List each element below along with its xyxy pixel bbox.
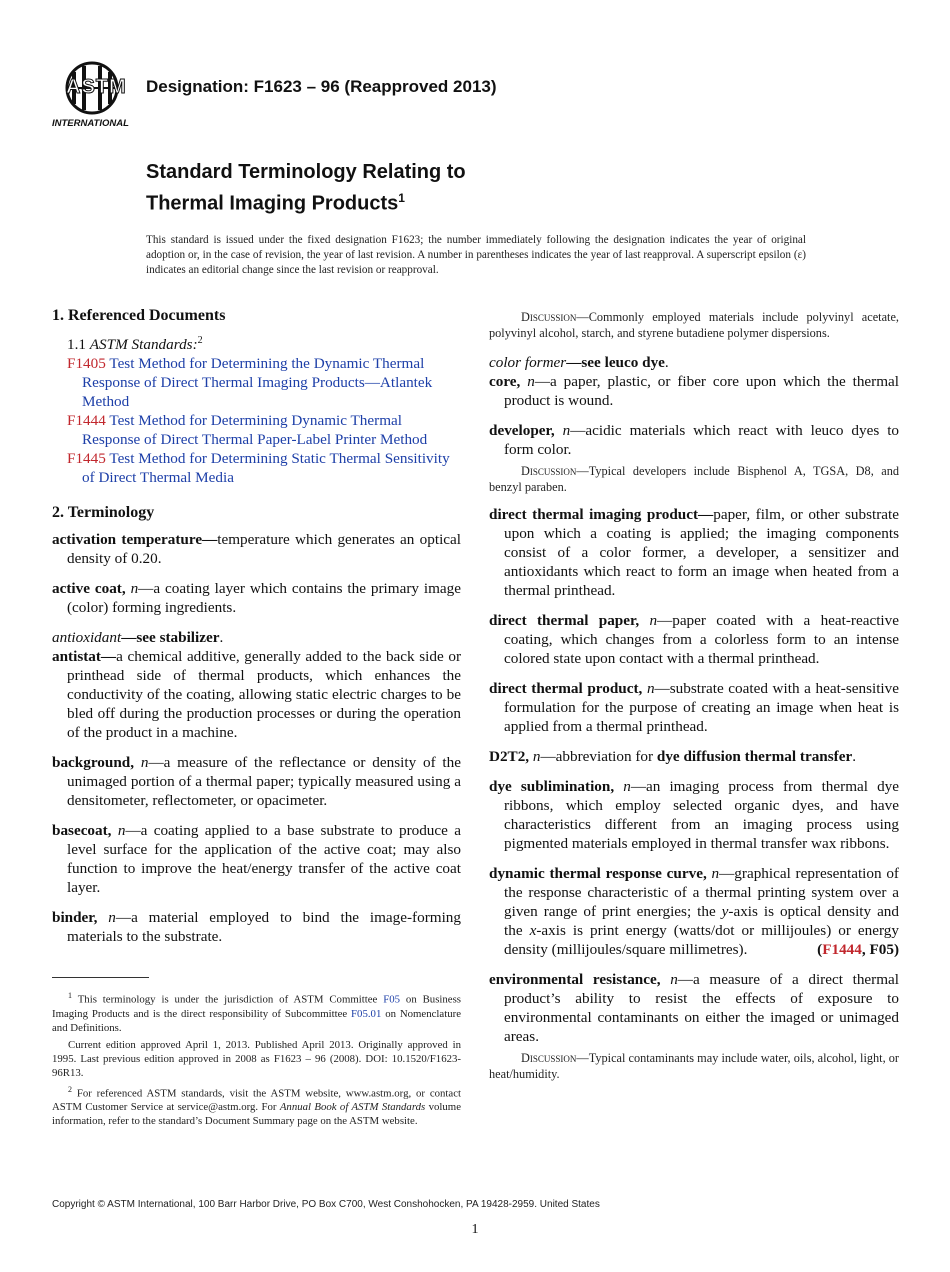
- term-binder: binder, n—a material employed to bind the image-forming materials to the substrate.: [52, 909, 461, 946]
- title-line-2: Thermal Imaging Products: [146, 192, 399, 215]
- page-number: 1: [471, 1222, 479, 1237]
- term-dynamic-thermal-response-curve: dynamic thermal response curve, n—graphical representation of the response characteristic of a thermal printing system over a given range of print energies; the y-axis is optical density and the x-axis is print energy (watts/dot or millijoules) or energy density (millijoules/square millimetres). (F1444, F05): [489, 865, 899, 958]
- footnote-rule: [52, 977, 149, 978]
- ref-f1444[interactable]: F1444 Test Method for Determining Dynamic Thermal Response of Direct Thermal Paper-Label Printer Method: [67, 412, 428, 449]
- term-color-former: color former—see leuco dye.: [489, 354, 669, 371]
- link-f05-01[interactable]: F05.01: [351, 1007, 382, 1020]
- page-title: [146, 159, 466, 217]
- copyright: Copyright © ASTM International, 100 Barr Harbor Drive, PO Box C700, West Conshohocken, PA 19428-2959. United States: [52, 1199, 600, 1210]
- left-column: [52, 307, 461, 957]
- discussion-environmental: Discussion—Typical contaminants may include water, oils, alcohol, light, or heat/humidity.: [489, 1051, 899, 1081]
- term-direct-thermal-paper: direct thermal paper, n—paper coated with a heat-reactive coating, which changes from a colorless form to an intense colored state upon contact with a thermal printhead.: [489, 612, 899, 667]
- term-background: background, n—a measure of the reflectance or density of the unimaged portion of a thermal paper; typically measured using a densitometer, reflectometer, or opacimeter.: [52, 754, 461, 810]
- discussion-binder: Discussion—Commonly employed materials include polyvinyl acetate, polyvinyl alcohol, starch, and styrene butadiene polymer dispersions.: [489, 310, 899, 340]
- discussion-developer: Discussion—Typical developers include Bisphenol A, TGSA, D8, and benzyl paraben.: [489, 464, 899, 494]
- logo-subtext: INTERNATIONAL: [52, 118, 129, 129]
- footnote-edition: Current edition approved April 1, 2013. Published April 2013. Originally approved in 1995. Last previous edition approved in 2008 as F1623 – 96 (2008). DOI: 10.1520/F1623-96R13.: [52, 1038, 461, 1079]
- term-dye-sublimination: dye sublimination, n—an imaging process from thermal dye ribbons, which employ selected organic dyes, and have characteristics different from an imaging process using pigmented materials employed in thermal transfer wax ribbons.: [489, 778, 899, 852]
- term-basecoat: basecoat, n—a coating applied to a base substrate to produce a level surface for the application of the active coat; may also function to improve the heat/energy transfer of the active coat layer.: [52, 822, 461, 897]
- footnotes: [52, 989, 461, 1128]
- footnote-2: $^2$ For referenced ASTM standards, visit the ASTM website, www.astm.org, or contact ASTM Customer Service at service@astm.org. For Annual Book of ASTM Standards volume information, refer to the standard’s Document Summary page on the ASTM website.: [52, 1084, 461, 1128]
- term-antistat: antistat—a chemical additive, generally added to the back side or printhead side of thermal products, which enhances the conductivity of the coating, allowing static electric charges to be bled off during the production processes or during the operation of the product in a machine.: [52, 648, 461, 742]
- footnote-1: $^1$ This terminology is under the jurisdiction of ASTM Committee F05 on Business Imaging Products and is the direct responsibility of Subcommittee F05.01 on Nomenclature and Definitions.: [52, 991, 462, 1034]
- term-direct-thermal-product: direct thermal product, n—substrate coated with a heat-sensitive formulation for the purpose of creating an image when heat is applied from a thermal printhead.: [489, 680, 899, 735]
- term-d2t2: D2T2, n—abbreviation for dye diffusion thermal transfer.: [489, 748, 856, 765]
- term-antioxidant: antioxidant—see stabilizer.: [52, 629, 224, 647]
- designation: Designation: F1623 – 96 (Reapproved 2013): [146, 77, 497, 96]
- ref-f1405[interactable]: F1405 Test Method for Determining the Dynamic Thermal Response of Direct Thermal Imaging Products—Atlantek Method: [67, 355, 433, 411]
- cite-f1444[interactable]: F1444: [822, 941, 862, 958]
- term-core: core, n—a paper, plastic, or fiber core upon which the thermal product is wound.: [489, 373, 899, 409]
- section-1-heading: 1. Referenced Documents: [52, 307, 226, 324]
- right-column: [489, 309, 899, 1091]
- ref-f1445[interactable]: F1445 Test Method for Determining Static Thermal Sensitivity of Direct Thermal Media: [67, 450, 450, 487]
- astm-logo: [52, 58, 136, 132]
- section-1-1: 1.1 ASTM Standards:$^2$: [67, 335, 203, 354]
- title-line-1: Standard Terminology Relating to: [146, 161, 466, 183]
- title-footnote-ref: 1: [398, 191, 405, 205]
- term-environmental-resistance: environmental resistance, n—a measure of a direct thermal product’s ability to resist the effects of exposure to environmental contaminants on either the imaged or unimaged areas.: [489, 971, 899, 1045]
- term-direct-thermal-imaging-product: direct thermal imaging product—paper, film, or other substrate upon which a coating is applied; the imaging components consist of a color former, a developer, a sensitizer and antioxidants which react to form an image when heated from a thermal printhead.: [489, 506, 899, 599]
- section-2-heading: 2. Terminology: [52, 504, 155, 522]
- citation: (F1444, F05): [817, 941, 899, 958]
- term-activation-temperature: activation temperature—temperature which generates an optical density of 0.20.: [52, 531, 461, 568]
- term-active-coat: active coat, n—a coating layer which contains the primary image (color) forming ingredients.: [52, 580, 461, 617]
- term-developer: developer, n—acidic materials which react with leuco dyes to form color.: [489, 422, 900, 458]
- link-f05[interactable]: F05: [383, 993, 401, 1006]
- standard-notice: This standard is issued under the fixed designation F1623; the number immediately following the designation indicates the year of original adoption or, in the case of revision, the year of last revision. A number in parentheses indicates the year of last reapproval. A superscript epsilon (ε) indicates an editorial change since the last revision or reapproval.: [146, 234, 806, 276]
- logo-text: ASTM: [66, 76, 127, 98]
